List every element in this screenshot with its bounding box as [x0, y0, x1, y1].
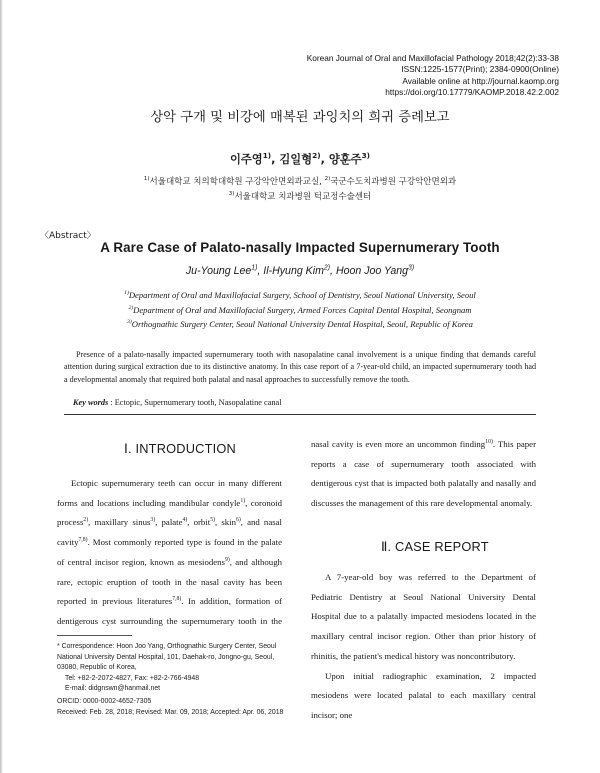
case-report-paragraph-1: A 7-year-old boy was referred to the Department of Pediatric Dentistry at Seoul National University Dental Hospital due to a palatally impacted mesiodens located in the maxillary central incisor region. Other than prior history of rhinitis, the patient's medical history was noncontributory.: [311, 572, 536, 661]
case-report-paragraph-2: Upon initial radiographic examination, 2 impacted mesiodens were located palatal to each maxillary central incisor; one: [311, 670, 536, 720]
journal-issn: ISSN:1225-1577(Print); 2384-0900(Online): [401, 64, 559, 75]
english-author-3: Hoon Joo Yang: [335, 265, 408, 277]
citation-ref[interactable]: 10): [485, 439, 493, 446]
intro-text-run: , orbit: [187, 517, 211, 528]
english-author-3-sup: 3): [408, 264, 415, 272]
intro-text-run: , skin: [215, 517, 236, 528]
intro-text-run: , maxillary sinus: [88, 517, 151, 528]
intro-text-run: nasal cavity is even more an uncommon finding: [311, 439, 486, 450]
keywords: [73, 398, 282, 407]
korean-aff-3: 서울대학교 치과병원 턱교정수술센터: [234, 192, 372, 202]
english-author-1-sup: 1): [251, 264, 258, 272]
keywords-label: Key words: [73, 398, 109, 407]
korean-title: 상악 구개 및 비강에 매복된 과잉치의 희귀 증례보고: [150, 110, 450, 125]
right-column-top: [311, 435, 536, 514]
english-aff-1-sup: 1): [124, 290, 129, 297]
english-author-1: Ju-Young Lee: [185, 265, 252, 277]
intro-paragraph-continued: [311, 435, 536, 514]
citation-ref[interactable]: 7,8): [172, 596, 182, 603]
korean-authors: 이주영$^{1)}$, 김일형$^{2)}$, 양훈주$^{3)}$: [229, 151, 371, 166]
footnote-divider: [57, 635, 132, 636]
abstract-body: [64, 349, 536, 386]
journal-citation: Korean Journal of Oral and Maxillofacial Pathology 2018;42(2):33-38: [306, 53, 559, 63]
intro-text-run: . Most commonly reported type is found in the palate of central incisor region, known as mesiodens: [57, 537, 282, 567]
intro-text-run: , coronoid process: [57, 497, 282, 528]
intro-text-run: Ectopic supernumerary teeth can occur in many different forms and locations including mandibular condyle: [57, 478, 282, 508]
intro-text-run: . In addition, formation of dentigerous cyst surrounding the supernumerary tooth in the: [57, 596, 282, 626]
journal-url[interactable]: Available online at http://journal.kaomp.org: [402, 75, 559, 86]
correspondence-email[interactable]: E-mail: didgnswn@hanmail.net: [65, 685, 161, 693]
english-aff-2: Department of Oral and Maxillofacial Surgery, Armed Forces Capital Dental Hospital, Seongnam: [133, 304, 472, 315]
korean-author-2: 김일형: [279, 153, 313, 166]
english-affiliations: [40, 288, 560, 332]
english-author-2-sup: 2): [323, 264, 331, 272]
korean-aff-2: 국군수도치과병원 구강악안면외과: [330, 177, 457, 187]
citation-ref[interactable]: 2): [83, 517, 89, 524]
english-authors: Ju-Young Lee$^{1)}$, Il-Hyung Kim$^{2)}$, Hoon Joo Yang$^{3)}$: [185, 264, 415, 277]
english-title: A Rare Case of Palato-nasally Impacted Supernumerary Tooth: [100, 240, 500, 255]
intro-text-run: , and although rare, ectopic eruption of tooth in the nasal cavity has been reported in previous literatures: [57, 556, 282, 607]
korean-author-3: 양훈주: [328, 153, 362, 166]
page-edge: [0, 0, 3, 773]
case-report-heading: Ⅱ. CASE REPORT: [381, 539, 489, 554]
citation-ref[interactable]: 9): [224, 556, 230, 563]
citation-ref[interactable]: 4): [182, 517, 188, 524]
english-aff-3-sup: 3): [127, 319, 132, 326]
keywords-divider: [64, 414, 536, 415]
left-column: [57, 474, 282, 630]
korean-aff-3-sup: 3): [228, 191, 235, 198]
english-aff-2-sup: 2): [128, 304, 134, 311]
abstract-label: 〈Abstract〉: [40, 231, 96, 241]
intro-text-run: , palate: [155, 517, 183, 528]
keywords-text: : Ectopic, Supernumerary tooth, Nasopalatine canal: [110, 398, 282, 407]
journal-doi[interactable]: https://doi.org/10.17779/KAOMP.2018.42.2.002: [385, 86, 559, 97]
korean-author-1: 이주영: [229, 153, 263, 166]
footnote: [57, 642, 297, 718]
english-aff-1: Department of Oral and Maxillofacial Surgery, School of Dentistry, Seoul National University, Seoul: [128, 290, 476, 300]
intro-heading: Ⅰ. INTRODUCTION: [124, 441, 236, 456]
korean-author-1-sup: 1): [262, 151, 272, 161]
journal-header: [229, 53, 559, 98]
english-aff-3: Orthognathic Surgery Center, Seoul National University Dental Hospital, Seoul, Republic of Korea: [131, 319, 473, 329]
citation-ref[interactable]: 7,8): [78, 537, 88, 544]
citation-ref[interactable]: 5): [210, 517, 215, 524]
korean-aff-1-sup: 1): [143, 176, 150, 183]
intro-paragraph: [57, 474, 282, 630]
intro-text-run: , and nasal cavity: [57, 517, 282, 548]
korean-author-2-sup: 2): [312, 151, 321, 161]
correspondence: * Correspondence: Hoon Joo Yang, Orthognathic Surgery Center, Seoul National University Dental Hospital, 101, Daehak-ro, Jongno-gu, Seoul, 03080, Republic of Korea,: [57, 643, 277, 672]
abstract-text: Presence of a palato-nasally impacted supernumerary tooth with nasopalatine canal involvement is a unique finding that demands careful attention during surgical extraction due to its distinctive anatomy. In this case report of a 7-year-old child, an impacted supernumerary tooth had a developmental anomaly that required both palatal and nasal approaches to successfully remove the tooth.: [64, 350, 536, 384]
citation-ref[interactable]: 1): [240, 497, 246, 504]
korean-aff-2-sup: 2): [324, 176, 331, 183]
orcid: ORCID: 0000-0002-4652-7305: [57, 697, 152, 705]
english-author-2: Il-Hyung Kim: [263, 265, 324, 277]
received-dates: Received: Feb. 28, 2018; Revised: Mar. 09, 2018; Accepted: Apr. 06, 2018: [57, 708, 284, 716]
correspondence-tel: Tel: +82-2-2072-4827, Fax: +82-2-766-4948: [65, 674, 200, 682]
right-column-bottom: [311, 568, 536, 726]
korean-affiliations: [40, 175, 560, 205]
korean-author-3-sup: 3): [361, 151, 371, 161]
citation-ref[interactable]: 6): [236, 517, 241, 524]
korean-aff-1: 서울대학교 치의학대학원 구강악안면외과교실,: [149, 177, 322, 187]
citation-ref[interactable]: 3): [150, 517, 156, 524]
intro-text-run: . This paper reports a case of supernumerary tooth associated with dentigerous cyst that is impacted both palatally and nasally and discusses the management of this rare developmental anomaly.: [311, 439, 536, 509]
